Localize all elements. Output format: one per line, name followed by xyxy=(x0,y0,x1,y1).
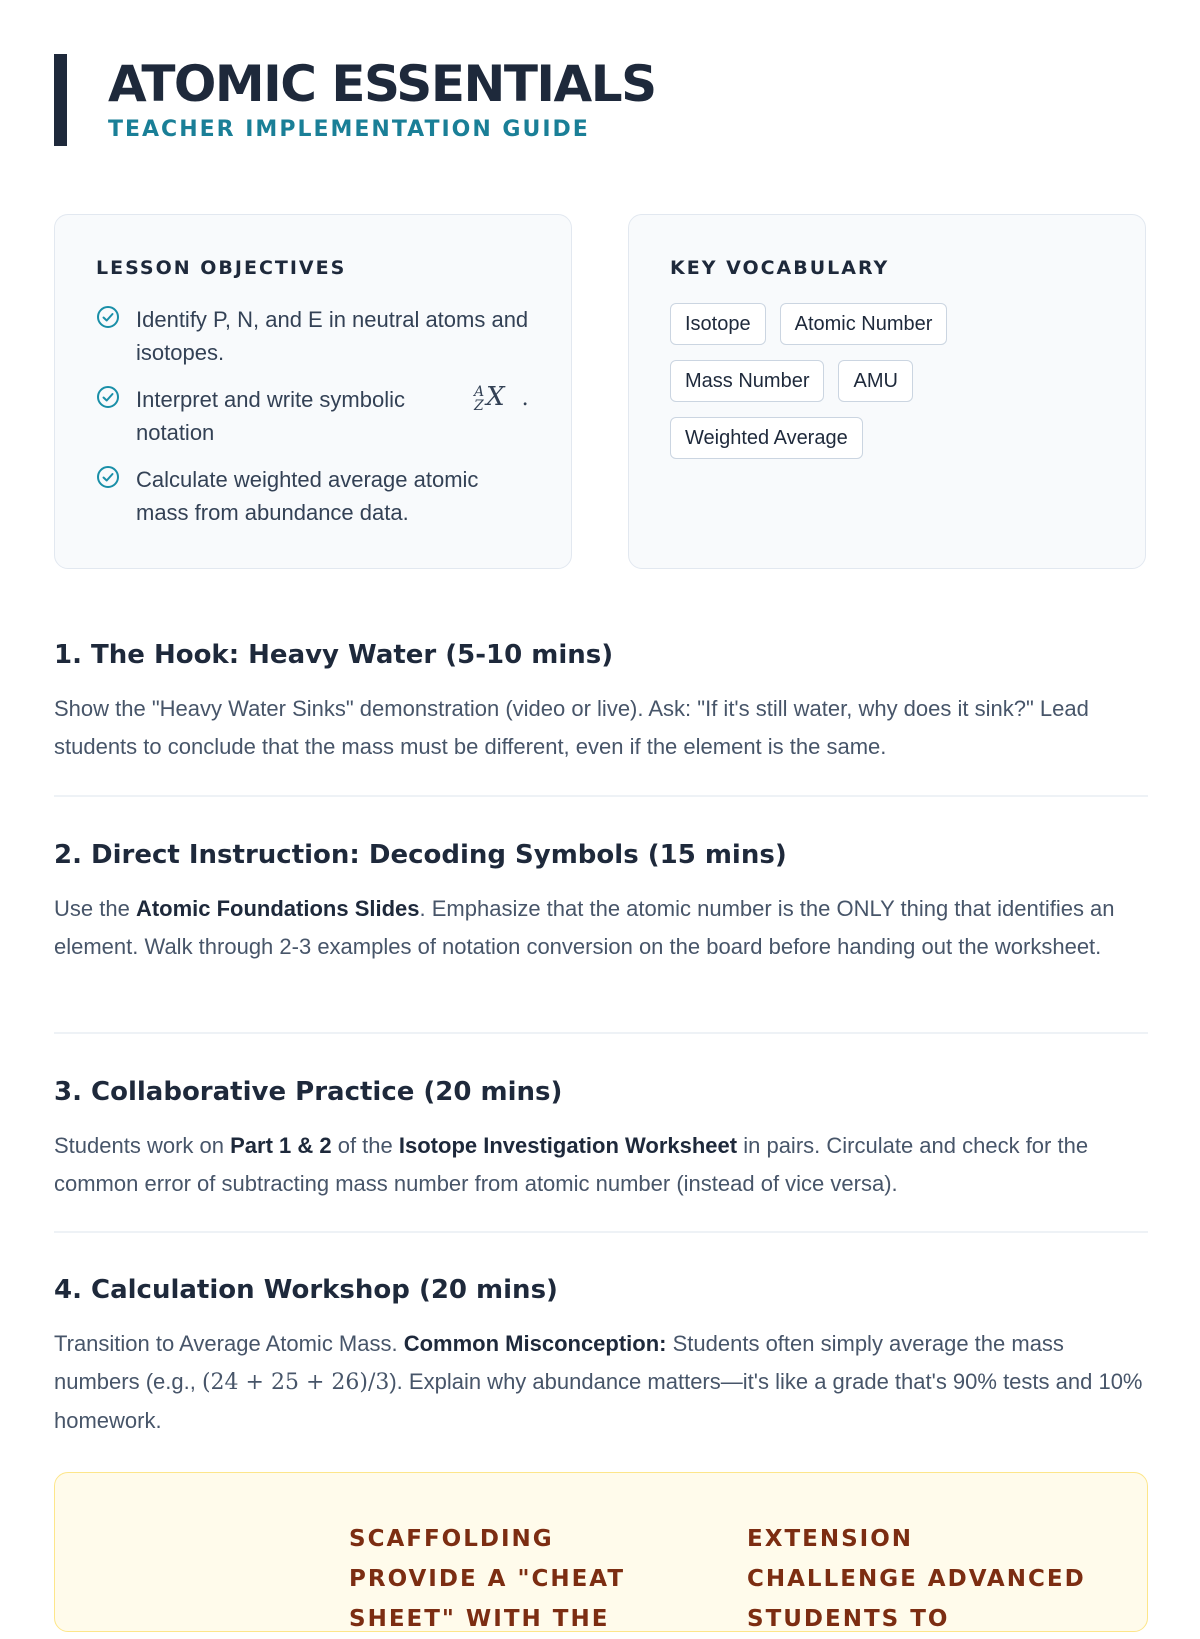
key-vocabulary-card xyxy=(628,214,1146,569)
section-body: Use the Atomic Foundations Slides. Emphasize that the atomic number is the ONLY thing that identifies an element. Walk through 2-3 examples of notation conversion on the board before handing out the worksheet. xyxy=(54,896,1115,959)
header-accent-bar xyxy=(54,54,67,146)
inline-math: (24 + 25 + 26)/3 xyxy=(201,1370,390,1395)
vocabulary-heading: KEY VOCABULARY xyxy=(670,257,890,279)
section-hook xyxy=(54,638,1148,766)
objective-item xyxy=(96,303,536,369)
section-divider xyxy=(54,795,1148,797)
objective-item xyxy=(96,383,536,449)
extension-text: CHALLENGE ADVANCED STUDENTS TO xyxy=(747,1566,1086,1632)
notation-atomic-number: Z xyxy=(474,398,484,414)
notation-mass-number: A xyxy=(474,384,485,400)
vocab-chip: Mass Number xyxy=(670,360,824,402)
bold-emphasis: Atomic Foundations Slides xyxy=(135,896,420,921)
page-title: ATOMIC ESSENTIALS xyxy=(108,55,656,113)
section-title: 1. The Hook: Heavy Water (5-10 mins) xyxy=(54,640,614,670)
extension-label: EXTENSION xyxy=(747,1526,914,1552)
extension-column xyxy=(747,1519,1107,1639)
section-body: Students work on Part 1 & 2 of the Isotope Investigation Worksheet in pairs. Circulate and check for the common error of subtracting mass number from atomic number (instead of vice versa). xyxy=(54,1133,1089,1196)
objective-text xyxy=(136,383,536,449)
notation-stack xyxy=(474,385,484,413)
section-divider xyxy=(54,1032,1148,1034)
check-circle-icon xyxy=(96,465,120,489)
isotope-notation xyxy=(474,381,529,415)
vocab-chip: Weighted Average xyxy=(670,417,863,459)
notation-symbol: X xyxy=(486,382,505,412)
bold-emphasis: Common Misconception: xyxy=(403,1331,667,1356)
section-divider xyxy=(54,1231,1148,1233)
bold-emphasis: Part 1 & 2 xyxy=(230,1133,332,1158)
objective-item xyxy=(96,463,536,529)
vocabulary-chips xyxy=(670,303,1110,474)
vocab-chip: Atomic Number xyxy=(780,303,948,345)
section-collaborative-practice xyxy=(54,1075,1148,1203)
differentiation-callout xyxy=(54,1472,1148,1632)
bold-emphasis: Isotope Investigation Worksheet xyxy=(398,1133,738,1158)
check-circle-icon xyxy=(96,385,120,409)
section-body: Show the "Heavy Water Sinks" demonstration (video or live). Ask: "If it's still water, why does it sink?" Lead students to conclude that the mass must be different, even if the element is the same. xyxy=(54,696,1089,759)
objective-text-before: Interpret and write symbolic notation xyxy=(136,387,405,445)
vocab-chip: Isotope xyxy=(670,303,766,345)
objective-text: Identify P, N, and E in neutral atoms and isotopes. xyxy=(136,307,529,365)
section-calculation-workshop xyxy=(54,1273,1148,1440)
page-header xyxy=(54,54,954,146)
objectives-list xyxy=(96,303,536,543)
lesson-objectives-card xyxy=(54,214,572,569)
vocab-chip: AMU xyxy=(838,360,912,402)
page-subtitle: TEACHER IMPLEMENTATION GUIDE xyxy=(108,117,590,142)
section-title: 3. Collaborative Practice (20 mins) xyxy=(54,1077,563,1107)
section-title: 2. Direct Instruction: Decoding Symbols (15 mins) xyxy=(54,840,787,870)
check-circle-icon xyxy=(96,305,120,329)
scaffolding-label: SCAFFOLDING xyxy=(349,1526,554,1552)
section-title: 4. Calculation Workshop (20 mins) xyxy=(54,1275,558,1305)
scaffolding-text: PROVIDE A "CHEAT SHEET" WITH THE xyxy=(349,1566,626,1632)
objective-text: Calculate weighted average atomic mass from abundance data. xyxy=(136,467,479,525)
notation-period: . xyxy=(521,386,529,411)
section-direct-instruction xyxy=(54,838,1148,966)
scaffolding-column xyxy=(349,1519,709,1639)
section-body: Transition to Average Atomic Mass. Common Misconception: Students often simply average the mass numbers (e.g., (24 + 25 + 26)/3). Explain why abundance matters—it's like a grade that's 90% tests and 10% homework. xyxy=(54,1331,1143,1433)
objectives-heading: LESSON OBJECTIVES xyxy=(96,257,347,279)
